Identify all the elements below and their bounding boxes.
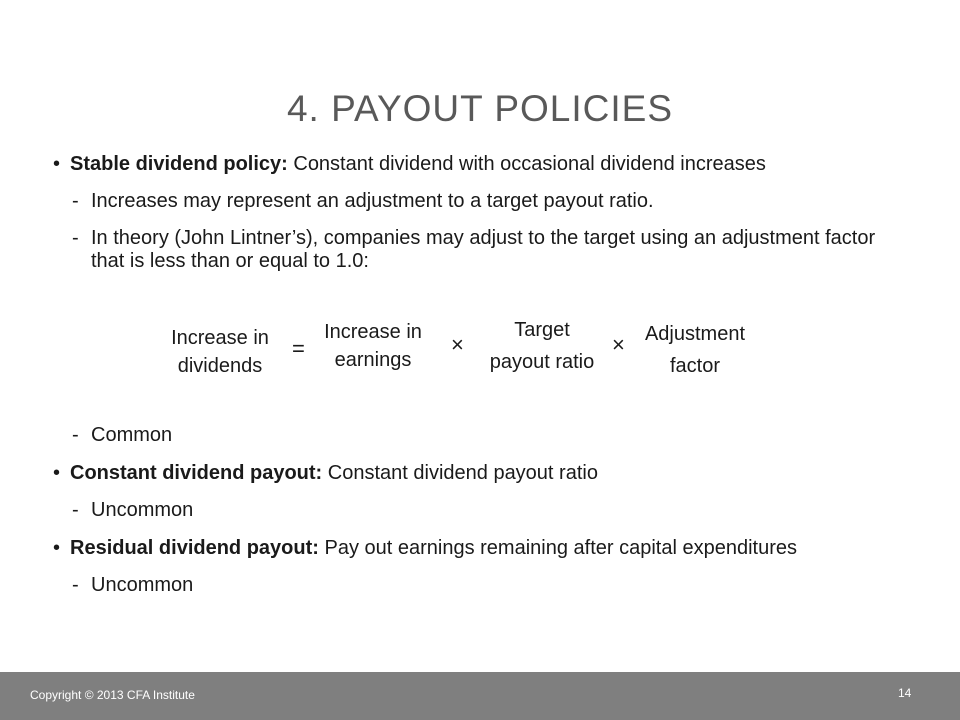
- formula-term-line: Adjustment: [644, 323, 746, 345]
- formula-term-dividends: [155, 324, 285, 380]
- bullet-heading: Constant dividend payout:: [70, 462, 323, 484]
- dash-marker: -: [72, 424, 79, 446]
- formula-term-line: dividends: [177, 355, 263, 377]
- sub-bullet-text: Uncommon: [91, 499, 194, 521]
- slide-content-lower: [0, 424, 960, 611]
- formula-term-earnings: [310, 318, 436, 374]
- sub-bullet-text: In theory (John Lintner’s), companies may adjust to the target using an adjustment factor that is less than or equal to 1.0:: [91, 227, 876, 272]
- lintner-formula: [0, 316, 960, 386]
- page-number: 14: [898, 686, 912, 700]
- sub-bullet-text: Increases may represent an adjustment to a target payout ratio.: [91, 190, 654, 212]
- bullet-text: Constant dividend payout ratio: [322, 462, 598, 484]
- multiply-sign: ×: [451, 332, 464, 357]
- footer-bar: [0, 672, 960, 720]
- formula-term-target-ratio: [474, 316, 610, 376]
- formula-term-adjustment: [630, 320, 760, 380]
- bullet-marker: •: [53, 462, 61, 484]
- formula-term-line: Target: [514, 319, 570, 341]
- sub-bullet-common: [0, 424, 960, 447]
- sub-bullet-uncommon: [0, 574, 960, 597]
- dash-marker: -: [72, 499, 79, 521]
- slide-content: [0, 152, 960, 287]
- bullet-stable-dividend: [0, 152, 960, 176]
- sub-bullet-lintner: [0, 227, 960, 273]
- sub-bullet-adjustment: [0, 190, 960, 213]
- bullet-heading: Residual dividend payout:: [70, 537, 319, 559]
- bullet-marker: •: [53, 537, 61, 559]
- bullet-marker: •: [53, 153, 61, 175]
- copyright-text: Copyright © 2013 CFA Institute: [30, 688, 195, 702]
- formula-term-line: Increase in: [324, 321, 422, 343]
- formula-term-line: Increase in: [171, 327, 269, 349]
- formula-term-line: payout ratio: [489, 351, 595, 373]
- dash-marker: -: [72, 574, 79, 596]
- bullet-residual-payout: [0, 536, 960, 560]
- bullet-text: Constant dividend with occasional dividend increases: [287, 153, 766, 175]
- equals-sign: =: [292, 336, 305, 361]
- bullet-constant-payout: [0, 461, 960, 485]
- formula-term-line: earnings: [334, 349, 412, 371]
- dash-marker: -: [72, 190, 79, 212]
- slide-title: 4. PAYOUT POLICIES: [286, 88, 674, 129]
- sub-bullet-uncommon: [0, 499, 960, 522]
- bullet-text: Pay out earnings remaining after capital expenditures: [318, 537, 797, 559]
- dash-marker: -: [72, 227, 79, 249]
- multiply-sign: ×: [612, 332, 625, 357]
- bullet-heading: Stable dividend policy:: [70, 153, 288, 175]
- sub-bullet-text: Uncommon: [91, 574, 194, 596]
- sub-bullet-text: Common: [91, 424, 173, 446]
- formula-term-line: factor: [669, 355, 721, 377]
